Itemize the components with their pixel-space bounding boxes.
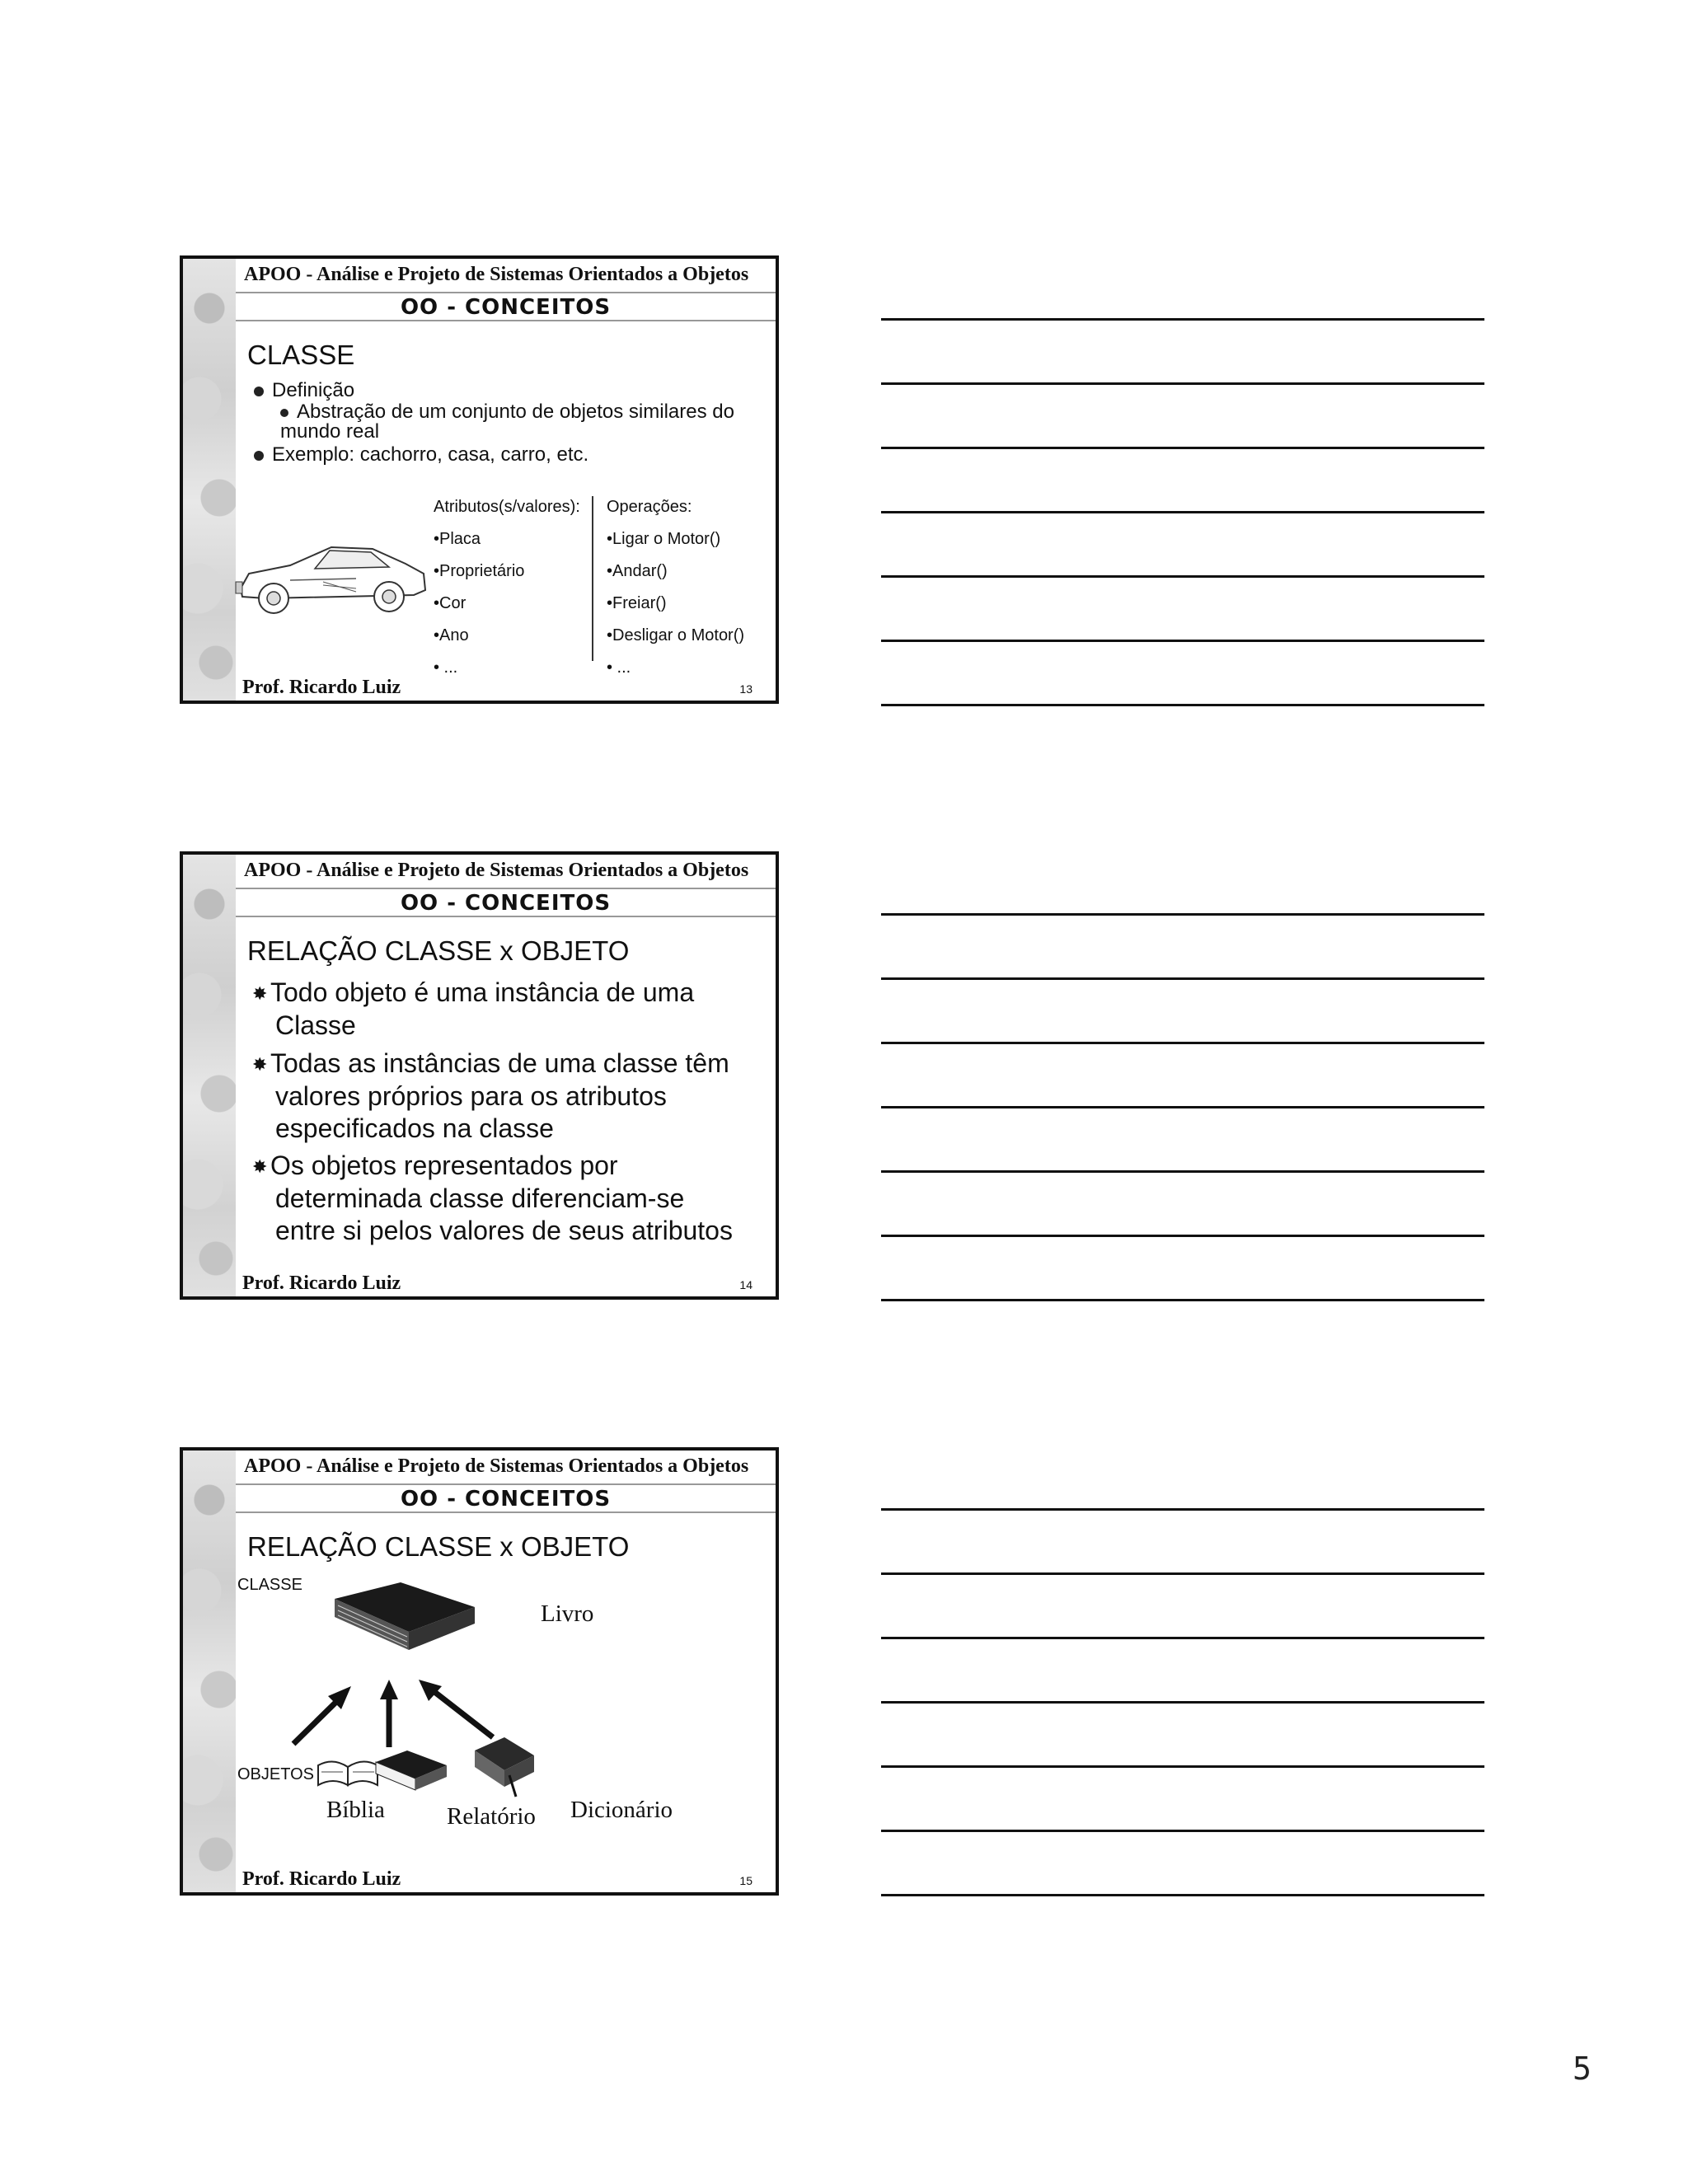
note-line: [881, 1765, 1484, 1768]
bullet-dot-icon: [254, 387, 264, 396]
object-name: Dicionário: [570, 1797, 673, 1823]
column-divider: [592, 496, 593, 661]
objects-label: OBJETOS: [237, 1765, 314, 1783]
operation-item: • ...: [607, 658, 631, 677]
author: Prof. Ricardo Luiz: [242, 1868, 401, 1890]
slide-heading: RELAÇÃO CLASSE x OBJETO: [247, 1531, 630, 1562]
dictionary-book-icon: [475, 1737, 534, 1797]
operation-item: •Ligar o Motor(): [607, 530, 721, 548]
note-line: [881, 977, 1484, 980]
bullet-star-icon: ✸: [252, 983, 268, 1004]
section-title: OO - CONCEITOS: [400, 295, 612, 320]
arrow-icon: [293, 1686, 351, 1744]
note-line: [881, 1894, 1484, 1896]
object-name: Bíblia: [326, 1797, 385, 1823]
note-line: [881, 1637, 1484, 1639]
open-book-icon: [318, 1761, 377, 1785]
note-line: [881, 1170, 1484, 1173]
course-title: APOO - Análise e Projeto de Sistemas Orientados a Objetos: [244, 264, 749, 285]
slide-13: [180, 255, 779, 704]
note-line: [881, 640, 1484, 642]
author: Prof. Ricardo Luiz: [242, 1272, 401, 1294]
course-title: APOO - Análise e Projeto de Sistemas Orientados a Objetos: [244, 1455, 749, 1477]
sub-bullet-item: Abstração de um conjunto de objetos similares do mundo real: [280, 401, 734, 443]
slide-number: 15: [739, 1874, 753, 1887]
attribute-item: •Placa: [434, 530, 481, 548]
bullet-item: ✸ Os objetos representados por determinada classe diferenciam-se entre si pelos valores de seus atributos: [252, 1151, 733, 1245]
section-title: OO - CONCEITOS: [400, 891, 612, 916]
section-band: [236, 888, 776, 917]
attribute-item: • ...: [434, 658, 458, 677]
class-object-diagram: [236, 1574, 664, 1813]
section-band: [236, 292, 776, 321]
slide-number: 14: [739, 1278, 753, 1291]
note-line: [881, 704, 1484, 706]
class-label: CLASSE: [237, 1576, 302, 1594]
author: Prof. Ricardo Luiz: [242, 677, 401, 698]
arrow-icon: [380, 1680, 398, 1747]
note-line: [881, 913, 1484, 916]
bullet-item: ✸ Todas as instâncias de uma classe têm valores próprios para os atributos especificados na classe: [252, 1048, 729, 1143]
bullet-dot-icon: [254, 451, 264, 461]
class-name: Livro: [541, 1601, 594, 1627]
slide-15: [180, 1447, 779, 1896]
note-line: [881, 575, 1484, 578]
gear-background: [183, 1451, 236, 1892]
slide-heading: RELAÇÃO CLASSE x OBJETO: [247, 935, 630, 966]
slide-number: 13: [739, 682, 753, 696]
operation-item: •Desligar o Motor(): [607, 626, 745, 644]
section-title: OO - CONCEITOS: [400, 1487, 612, 1511]
note-line: [881, 1572, 1484, 1575]
bullet-item: ✸ Todo objeto é uma instância de uma Classe: [252, 977, 695, 1040]
note-line: [881, 1235, 1484, 1237]
note-line: [881, 447, 1484, 449]
bullet-item: Definição: [254, 379, 354, 402]
note-line: [881, 1299, 1484, 1301]
note-line: [881, 511, 1484, 513]
bullet-dot-icon: [280, 409, 288, 417]
note-line: [881, 1830, 1484, 1832]
slide-14: [180, 851, 779, 1300]
note-line: [881, 1508, 1484, 1511]
operation-item: •Freiar(): [607, 594, 667, 612]
attribute-item: •Proprietário: [434, 562, 525, 580]
bullet-item: Exemplo: cachorro, casa, carro, etc.: [254, 443, 588, 466]
object-name: Relatório: [447, 1803, 536, 1830]
attribute-item: •Ano: [434, 626, 469, 644]
car-icon: [232, 531, 430, 630]
slide-heading: CLASSE: [247, 340, 355, 370]
note-line: [881, 382, 1484, 385]
page-number: 5: [1573, 2050, 1592, 2087]
note-line: [881, 318, 1484, 321]
section-band: [236, 1483, 776, 1513]
attributes-list: [434, 491, 580, 684]
report-book-icon: [376, 1750, 447, 1790]
operation-item: •Andar(): [607, 562, 668, 580]
note-line: [881, 1106, 1484, 1108]
gear-background: [183, 259, 236, 701]
operations-header: Operações:: [607, 498, 692, 516]
course-title: APOO - Análise e Projeto de Sistemas Orientados a Objetos: [244, 860, 749, 881]
arrow-icon: [419, 1680, 493, 1737]
gear-background: [183, 855, 236, 1296]
bullet-star-icon: ✸: [252, 1054, 268, 1075]
bullet-star-icon: ✸: [252, 1156, 268, 1177]
note-line: [881, 1042, 1484, 1044]
note-line: [881, 1701, 1484, 1704]
book-class-icon: [335, 1582, 475, 1650]
attribute-item: •Cor: [434, 594, 467, 612]
attributes-header: Atributos(s/valores):: [434, 498, 580, 516]
operations-list: [607, 491, 744, 684]
